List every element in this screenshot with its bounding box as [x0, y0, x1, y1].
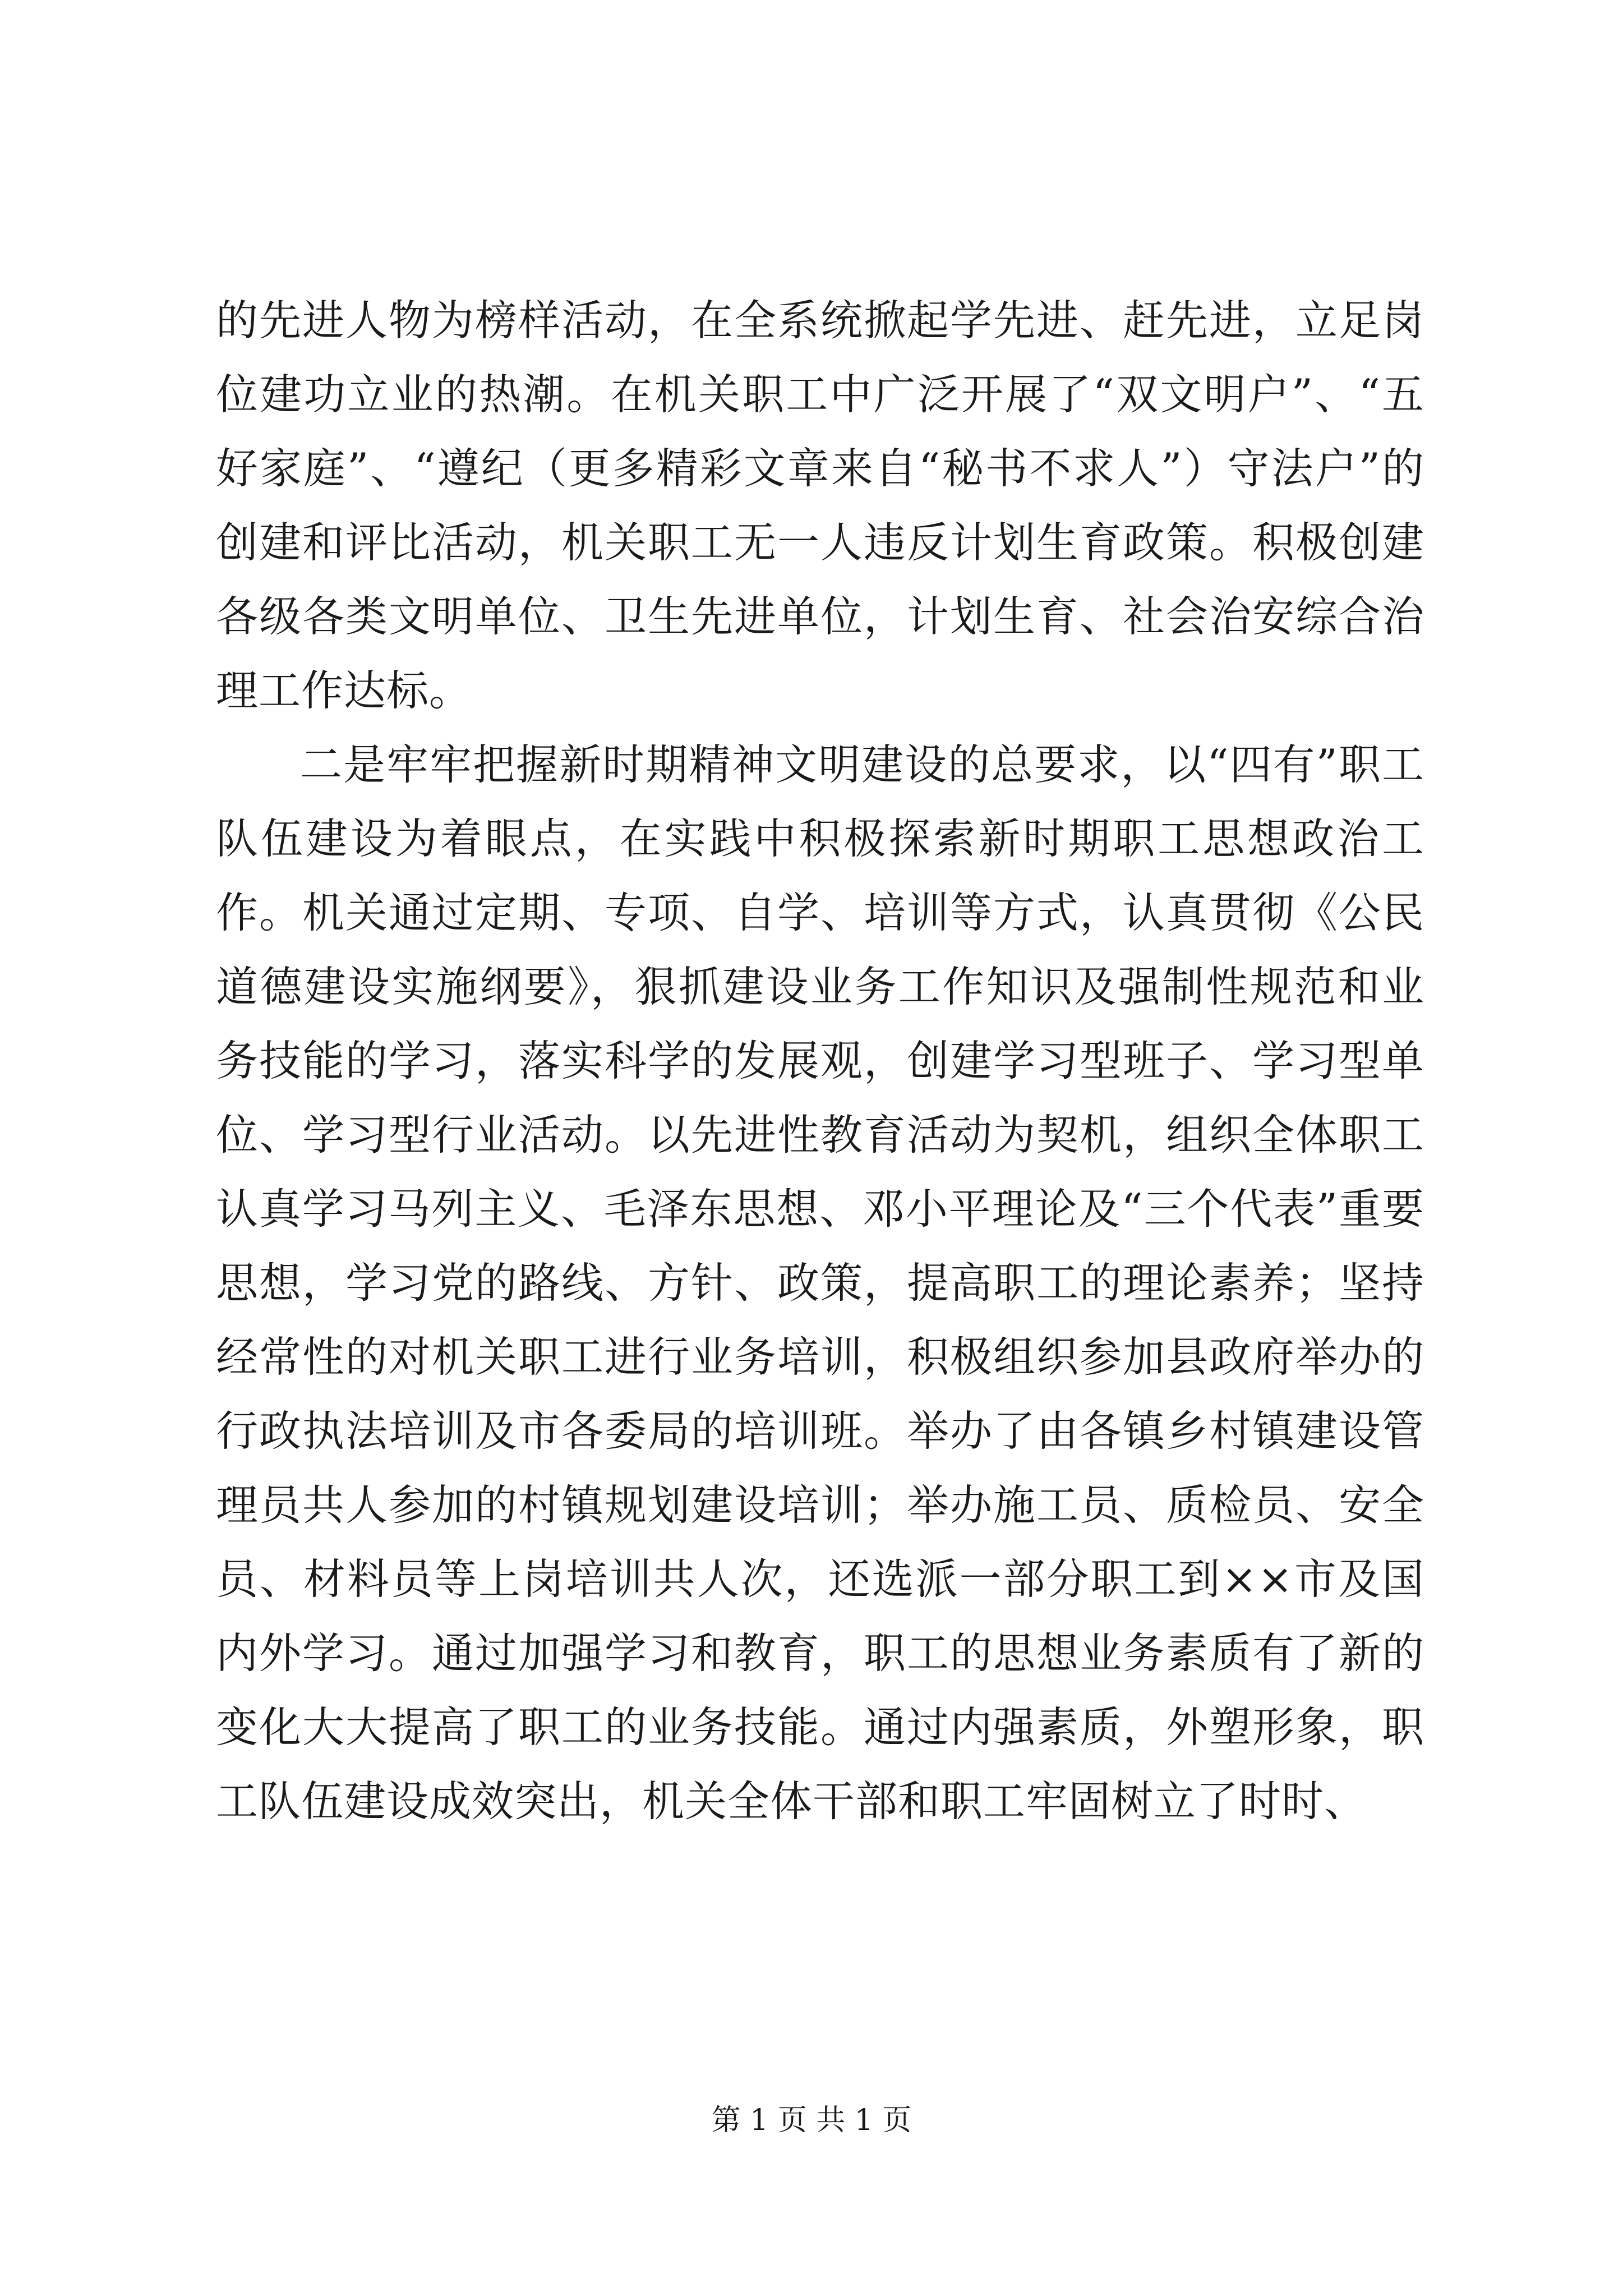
paragraph-1: 的先进人物为榜样活动，在全系统掀起学先进、赶先进，立足岗位建功立业的热潮。在机关职工中广泛开展了“双文明户”、“五好家庭”、“遵纪（更多精彩文章来自“秘书不求人”）守法户”的创建和评比活动，机关职工无一人违反计划生育政策。积极创建各级各类文明单位、卫生先进单位，计划生育、社会治安综合治理工作达标。	[216, 296, 1424, 715]
paragraph-2: 二是牢牢把握新时期精神文明建设的总要求，以“四有”职工队伍建设为着眼点，在实践中积极探索新时期职工思想政治工作。机关通过定期、专项、自学、培训等方式，认真贯彻《公民道德建设实施纲要》，狠抓建设业务工作知识及强制性规范和业务技能的学习，落实科学的发展观，创建学习型班子、学习型单位、学习型行业活动。以先进性教育活动为契机，组织全体职工认真学习马列主义、毛泽东思想、邓小平理论及“三个代表”重要思想，学习党的路线、方针、政策，提高职工的理论素养；坚持经常性的对机关职工进行业务培训，积极组织参加县政府举办的行政执法培训及市各委局的培训班。举办了由各镇乡村镇建设管理员共人参加的村镇规划建设培训；举办施工员、质检员、安全员、材料员等上岗培训共人次，还选派一部分职工到××市及国内外学习。通过加强学习和教育，职工的思想业务素质有了新的变化大大提高了职工的业务技能。通过内强素质，外塑形象，职工队伍建设成效突出，机关全体干部和职工牢固树立了时时、	[216, 740, 1424, 1826]
page-footer: 第 1 页 共 1 页	[711, 2104, 912, 2137]
document-body	[216, 283, 1424, 1838]
